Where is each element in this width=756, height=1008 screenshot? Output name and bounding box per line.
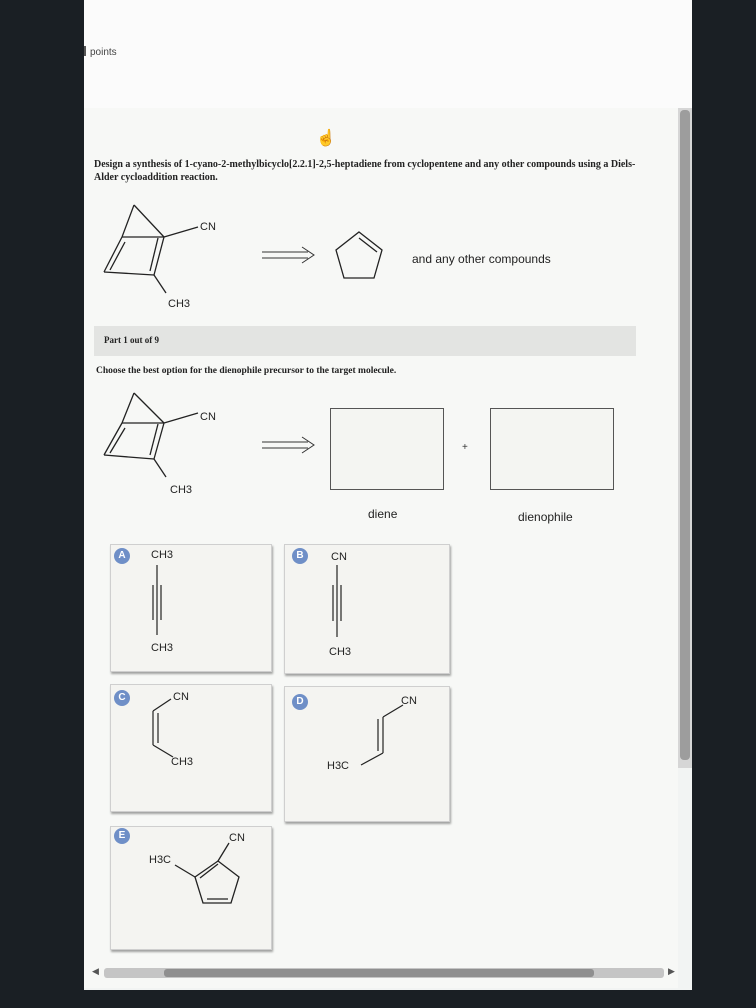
option-e-badge[interactable]: E [114,828,130,844]
option-c-badge[interactable]: C [114,690,130,706]
option-b-badge[interactable]: B [292,548,308,564]
scheme2-cn-label: CN [200,411,216,423]
any-other-compounds-label: and any other compounds [412,252,551,266]
option-a-box[interactable] [110,544,272,672]
points-header [84,0,692,109]
option-e-bottom-label: H3C [149,854,172,866]
scheme1-cn-label: CN [200,221,216,233]
retrosynthesis-arrow-2 [262,435,318,455]
diene-caption: diene [368,507,398,521]
browser-screen [84,0,692,990]
option-d-box[interactable] [284,686,450,822]
question-text: Design a synthesis of 1-cyano-2-methylbicyclo[2.2.1]-2,5-heptadiene from cyclopentene and any other compounds using a Diels-Alder cycloaddition reaction. [94,159,636,183]
option-e-box[interactable] [110,826,272,950]
dienophile-caption: dienophile [518,510,573,524]
points-label: points [90,47,117,58]
horizontal-scroll-thumb[interactable] [164,969,594,977]
diene-dropzone[interactable] [330,408,444,490]
option-c-box[interactable] [110,684,272,812]
option-a-badge[interactable]: A [114,548,130,564]
option-d-structure [285,687,449,821]
option-c-structure [111,685,271,811]
plus-sign: + [462,442,468,453]
option-c-top-label: CN [173,691,189,703]
scroll-left-arrow-icon[interactable]: ◀ [92,966,99,976]
option-d-bottom-label: H3C [327,760,350,772]
scroll-right-arrow-icon[interactable]: ▶ [668,966,675,976]
option-e-top-label: CN [229,832,245,844]
option-a-structure [111,545,271,671]
option-c-bottom-label: CH3 [171,756,194,768]
cyclopentene-structure [330,228,390,288]
scheme2-ch3-label: CH3 [170,484,193,496]
part-bar [94,326,636,356]
hand-cursor-icon: ☝ [316,130,336,147]
points-tick [84,46,86,56]
option-b-structure [285,545,449,673]
scheme1-ch3-label: CH3 [168,298,191,310]
option-d-badge[interactable]: D [292,694,308,710]
option-a-top-label: CH3 [151,549,174,561]
option-e-structure [111,827,271,949]
option-b-top-label: CN [331,551,347,563]
option-b-bottom-label: CH3 [329,646,352,658]
retrosynthesis-arrow-1 [262,245,318,265]
option-d-top-label: CN [401,695,417,707]
horizontal-scrollbar[interactable] [104,968,664,978]
dienophile-dropzone[interactable] [490,408,614,490]
option-a-bottom-label: CH3 [151,642,174,654]
option-b-box[interactable] [284,544,450,674]
vertical-scroll-thumb[interactable] [680,110,690,760]
prompt-text: Choose the best option for the dienophile precursor to the target molecule. [96,366,397,376]
part-label: Part 1 out of 9 [104,335,159,345]
